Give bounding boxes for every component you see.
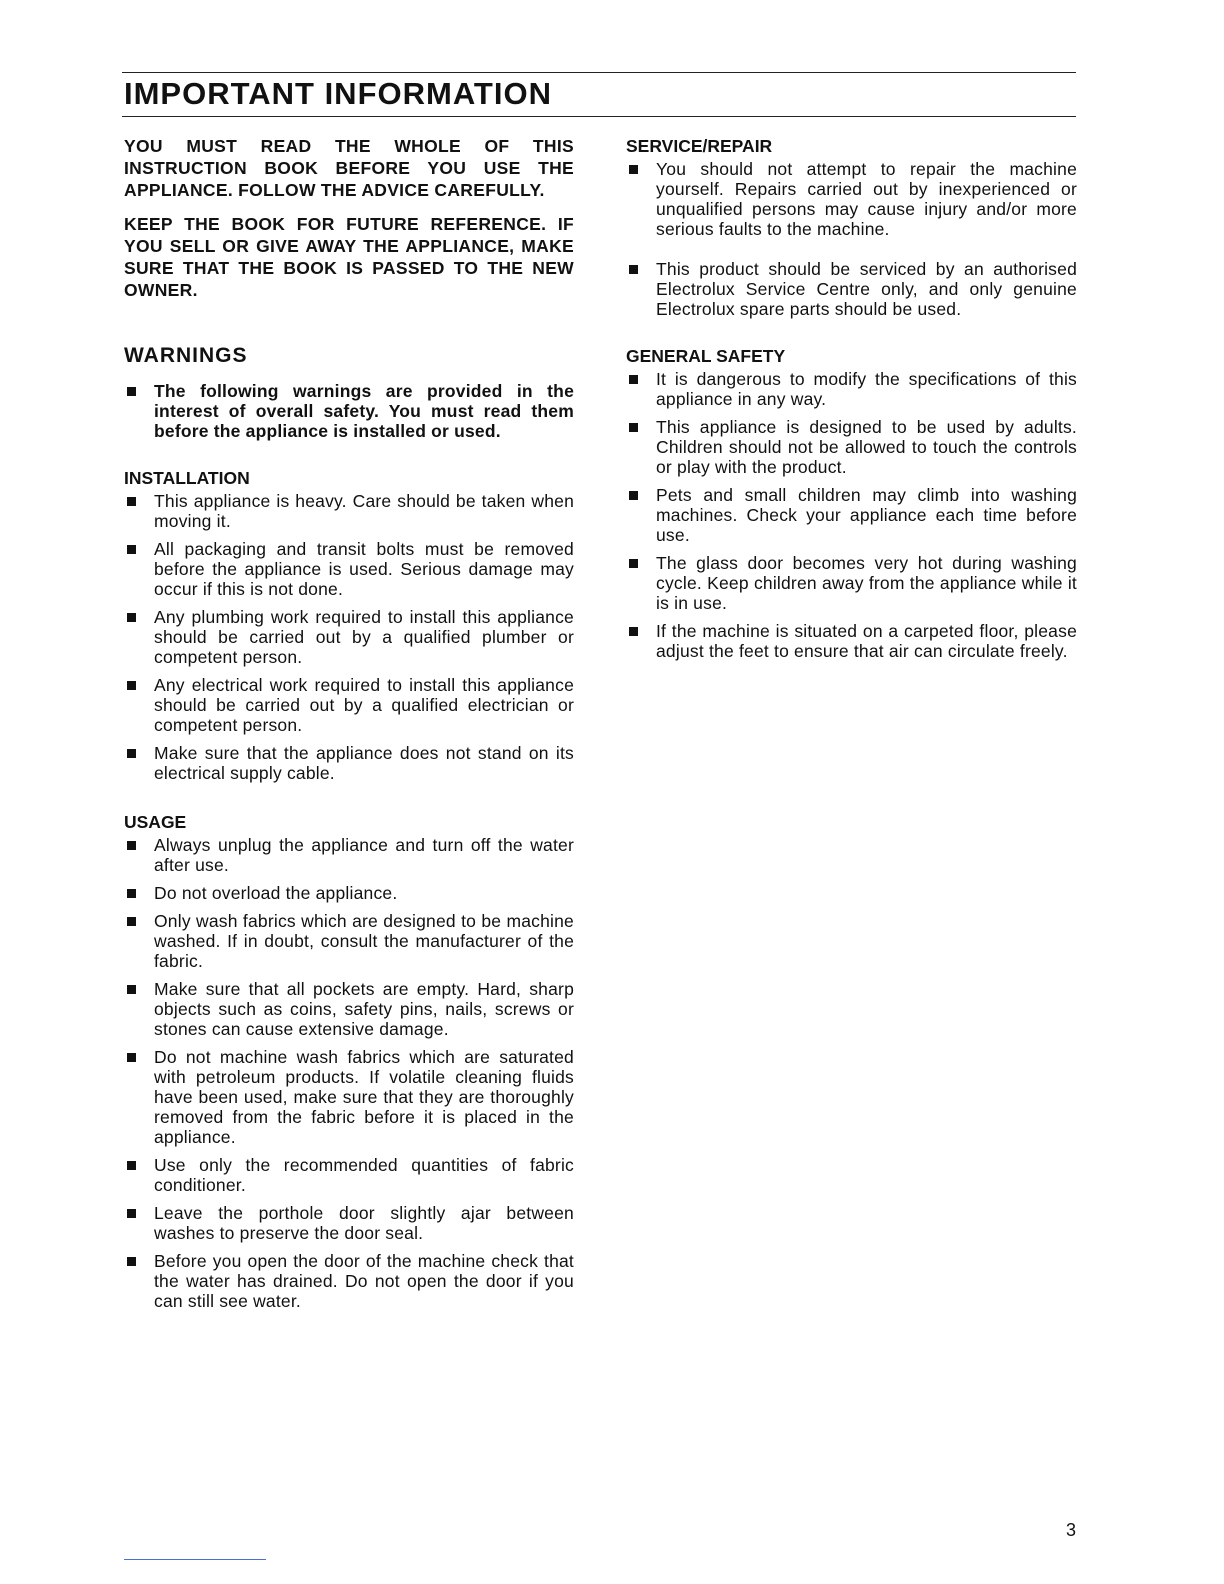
list-item-text: Always unplug the appliance and turn off the water after use. — [154, 835, 574, 875]
general-safety-heading: GENERAL SAFETY — [626, 346, 786, 366]
bullet-square-icon — [127, 613, 136, 622]
list-item-text: Only wash fabrics which are designed to be machine washed. If in doubt, consult the manufacturer of the fabric. — [154, 911, 574, 971]
bullet-square-icon — [127, 985, 136, 994]
bullet-square-icon — [127, 545, 136, 554]
list-item-text: You should not attempt to repair the machine yourself. Repairs carried out by inexperienced or unqualified persons may cause injury and/or more serious faults to the machine. — [656, 159, 1077, 239]
right-column — [626, 135, 1077, 669]
list-item-text: The glass door becomes very hot during washing cycle. Keep children away from the appliance while it is in use. — [656, 553, 1077, 613]
list-item-text: This appliance is heavy. Care should be taken when moving it. — [154, 491, 574, 531]
list-item-text: Do not machine wash fabrics which are saturated with petroleum products. If volatile cleaning fluids have been used, make sure that they are thoroughly removed from the fabric before it is placed in the appliance. — [154, 1047, 574, 1147]
list-item — [626, 485, 1077, 545]
usage-list — [124, 835, 574, 1311]
bullet-square-icon — [629, 165, 638, 174]
list-item-text: Any electrical work required to install this appliance should be carried out by a qualified electrician or competent person. — [154, 675, 574, 735]
header-top-rule — [122, 72, 1076, 73]
list-item — [124, 675, 574, 735]
left-column — [124, 135, 574, 1319]
list-item-text: Any plumbing work required to install this appliance should be carried out by a qualified plumber or competent person. — [154, 607, 574, 667]
list-item-text: Pets and small children may climb into washing machines. Check your appliance each time before use. — [656, 485, 1077, 545]
list-item-text: Before you open the door of the machine check that the water has drained. Do not open the door if you can still see water. — [154, 1251, 574, 1311]
list-item-text: The following warnings are provided in the interest of overall safety. You must read them before the appliance is installed or used. — [154, 381, 574, 441]
bullet-square-icon — [127, 1257, 136, 1266]
list-item — [124, 491, 574, 531]
list-item — [124, 1251, 574, 1311]
bullet-square-icon — [127, 1161, 136, 1170]
bullet-square-icon — [127, 1209, 136, 1218]
bullet-square-icon — [127, 387, 136, 396]
page-number: 3 — [1066, 1520, 1077, 1540]
list-item — [626, 621, 1077, 661]
list-item-text: Make sure that the appliance does not stand on its electrical supply cable. — [154, 743, 574, 783]
warnings-note — [124, 381, 574, 441]
list-item-text: It is dangerous to modify the specifications of this appliance in any way. — [656, 369, 1077, 409]
header-bottom-rule — [122, 116, 1076, 117]
list-item-text: This appliance is designed to be used by adults. Children should not be allowed to touch the controls or play with the product. — [656, 417, 1077, 477]
list-item-text: All packaging and transit bolts must be removed before the appliance is used. Serious damage may occur if this is not done. — [154, 539, 574, 599]
service-repair-heading: SERVICE/REPAIR — [626, 136, 773, 156]
usage-heading: USAGE — [124, 812, 187, 832]
bullet-square-icon — [127, 917, 136, 926]
list-item-text: Do not overload the appliance. — [154, 883, 398, 903]
bullet-square-icon — [127, 889, 136, 898]
bullet-square-icon — [629, 423, 638, 432]
bullet-square-icon — [127, 497, 136, 506]
service-repair-list — [626, 159, 1077, 319]
list-item — [124, 1047, 574, 1147]
list-item — [124, 911, 574, 971]
list-item — [626, 259, 1077, 319]
list-item-text: This product should be serviced by an authorised Electrolux Service Centre only, and only genuine Electrolux spare parts should be used. — [656, 259, 1077, 319]
bullet-square-icon — [127, 681, 136, 690]
bullet-square-icon — [629, 491, 638, 500]
list-item — [124, 1203, 574, 1243]
list-item-text: Leave the porthole door slightly ajar between washes to preserve the door seal. — [154, 1203, 574, 1243]
bullet-square-icon — [629, 375, 638, 384]
intro-keep-notice: KEEP THE BOOK FOR FUTURE REFERENCE. IF YOU SELL OR GIVE AWAY THE APPLIANCE, MAKE SURE THAT THE BOOK IS PASSED TO THE NEW OWNER. — [124, 214, 574, 300]
list-item — [124, 883, 574, 903]
list-item — [124, 539, 574, 599]
list-item — [626, 369, 1077, 409]
list-item — [124, 835, 574, 875]
bullet-square-icon — [629, 265, 638, 274]
list-item-text: Use only the recommended quantities of fabric conditioner. — [154, 1155, 574, 1195]
list-item — [124, 743, 574, 783]
list-item-text: If the machine is situated on a carpeted floor, please adjust the feet to ensure that air can circulate freely. — [656, 621, 1077, 661]
list-item — [124, 607, 574, 667]
page-title: IMPORTANT INFORMATION — [124, 76, 552, 111]
list-item-text: Make sure that all pockets are empty. Hard, sharp objects such as coins, safety pins, nails, screws or stones can cause extensive damage. — [154, 979, 574, 1039]
installation-heading: INSTALLATION — [124, 468, 250, 488]
bullet-square-icon — [127, 841, 136, 850]
general-safety-list — [626, 369, 1077, 661]
list-item — [124, 979, 574, 1039]
footer-rule — [124, 1559, 266, 1560]
bullet-square-icon — [127, 1053, 136, 1062]
warnings-list — [124, 381, 574, 441]
bullet-square-icon — [127, 749, 136, 758]
bullet-square-icon — [629, 559, 638, 568]
intro-read-notice: YOU MUST READ THE WHOLE OF THIS INSTRUCTION BOOK BEFORE YOU USE THE APPLIANCE. FOLLOW THE ADVICE CAREFULLY. — [124, 136, 574, 200]
list-item — [626, 417, 1077, 477]
warnings-heading: WARNINGS — [124, 344, 248, 367]
list-item — [626, 159, 1077, 239]
list-item — [124, 1155, 574, 1195]
list-item — [626, 553, 1077, 613]
installation-list — [124, 491, 574, 783]
bullet-square-icon — [629, 627, 638, 636]
